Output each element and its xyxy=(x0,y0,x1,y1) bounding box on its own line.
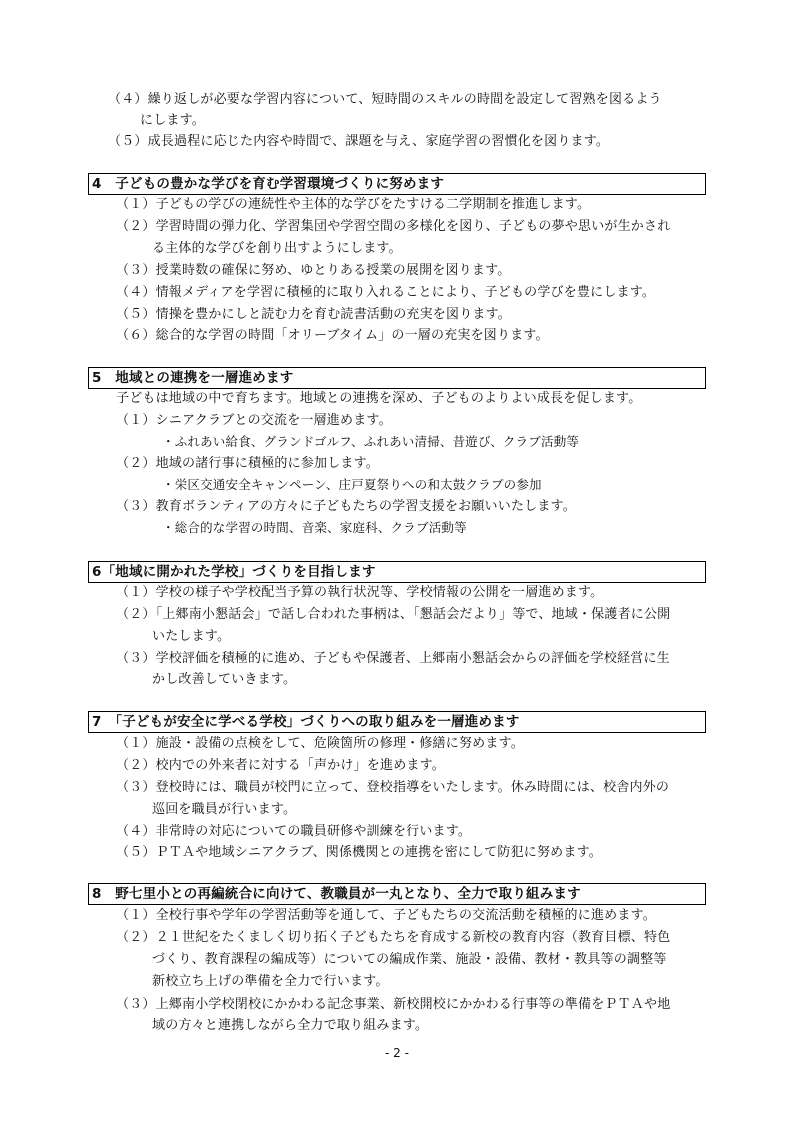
s5-item-3-detail: ・総合的な学習の時間、音楽、家庭科、クラブ活動等 xyxy=(162,520,467,535)
s5-item-3: （３）教育ボランティアの方々に子どもたちの学習支援をお願いいたします。 xyxy=(116,499,576,514)
s5-item-1-detail: ・ふれあい給食、グランドゴルフ、ふれあい清掃、昔遊び、クラブ活動等 xyxy=(162,434,580,449)
s4-item-2: （２）学習時間の弾力化、学習集団や学習空間の多様化を図り、子どもの夢や思いが生かされ xyxy=(116,219,671,234)
s5-lead: 子どもは地域の中で育ちます。地域との連携を深め、子どものよりよい成長を促します。 xyxy=(116,391,642,406)
section-8-title: 8 野七里小との再編統合に向けて、教職員が一丸となり、全力で取り組みます xyxy=(92,886,581,902)
s4-item-4: （４）情報メディアを学習に積極的に取り入れることにより、子どもの学びを豊にします。 xyxy=(116,285,656,300)
s6-item-2-continuation: いたします。 xyxy=(152,629,231,644)
page-number: - 2 - xyxy=(385,1046,409,1060)
s7-item-5: （５）ＰＴＡや地域シニアクラブ、関係機関との連携を密にして防犯に努めます。 xyxy=(116,845,602,860)
section-4-title: 4 子どもの豊かな学びを育む学習環境づくりに努めます xyxy=(92,176,445,192)
section-6-title: 6「地域に開かれた学校」づくりを目指します xyxy=(92,564,376,580)
s8-item-3: （３）上郷南小学校閉校にかかわる記念事業、新校開校にかかわる行事等の準備をＰＴＡや地 xyxy=(116,997,671,1012)
s4-item-2-continuation: る主体的な学びを創り出すようにします。 xyxy=(152,241,402,256)
s5-item-2-detail: ・栄区交通安全キャンペーン、庄戸夏祭りへの和太鼓クラブの参加 xyxy=(162,477,542,492)
s4-item-3: （３）授業時数の確保に努め、ゆとりある授業の展開を図ります。 xyxy=(116,263,511,278)
s6-item-2: （２）「上郷南小懇話会」で話し合われた事柄は、「懇話会だより」等で、地域・保護者に公開 xyxy=(116,607,671,622)
s7-item-4: （４）非常時の対応についての職員研修や訓練を行います。 xyxy=(116,824,472,839)
s4-item-1: （１）子どもの学びの連続性や主体的な学びをたすける二学期制を推進します。 xyxy=(116,197,591,212)
s4-item-5: （５）情操を豊かにしと読む力を育む読書活動の充実を図ります。 xyxy=(116,307,511,322)
section-5-title: 5 地域との連携を一層進めます xyxy=(92,370,294,386)
s6-item-3-continuation: かし改善していきます。 xyxy=(152,672,297,687)
s8-item-2-continuation-1: づくり、教育課程の編成等）についての編成作業、施設・設備、教材・教具等の調整等 xyxy=(152,952,667,967)
item-4-repeat-learning: （４）繰り返しが必要な学習内容について、短時間のスキルの時間を設定して習熟を図るよう xyxy=(108,92,662,107)
s7-item-3-continuation: 巡回を職員が行います。 xyxy=(152,802,297,817)
s6-item-1: （１）学校の様子や学校配当予算の執行状況等、学校情報の公開を一層進めます。 xyxy=(116,585,604,600)
s5-item-1: （１）シニアクラブとの交流を一層進めます。 xyxy=(116,413,392,428)
s7-item-1: （１）施設・設備の点検をして、危険箇所の修理・修繕に努めます。 xyxy=(116,736,524,751)
s8-item-2: （２）２１世紀をたくましく切り拓く子どもたちを育成する新校の教育内容（教育目標、特色 xyxy=(116,930,671,945)
section-7-title: 7 「子どもが安全に学べる学校」づくりへの取り組みを一層進めます xyxy=(92,714,520,730)
s5-item-2: （２）地域の諸行事に積極的に参加します。 xyxy=(116,456,379,471)
s8-item-2-continuation-2: 新校立ち上げの準備を全力で行います。 xyxy=(152,974,389,989)
s4-item-6: （６）総合的な学習の時間「オリーブタイム」の一層の充実を図ります。 xyxy=(116,328,549,343)
s8-item-1: （１）全校行事や学年の学習活動等を通して、子どもたちの交流活動を積極的に進めます。 xyxy=(116,908,656,923)
s8-item-3-continuation: 域の方々と連携しながら全力で取り組みます。 xyxy=(152,1018,429,1033)
s6-item-3: （３）学校評価を積極的に進め、子どもや保護者、上郷南小懇話会からの評価を学校経営に生 xyxy=(116,651,670,666)
s7-item-3: （３）登校時には、職員が校門に立って、登校指導をいたします。休み時間には、校舎内外の xyxy=(116,780,670,795)
item-5-home-study: （５）成長過程に応じた内容や時間で、課題を与え、家庭学習の習慣化を図ります。 xyxy=(108,134,610,149)
item-4-continuation: にします。 xyxy=(140,113,205,128)
s7-item-2: （２）校内での外来者に対する「声かけ」を進めます。 xyxy=(116,758,445,773)
